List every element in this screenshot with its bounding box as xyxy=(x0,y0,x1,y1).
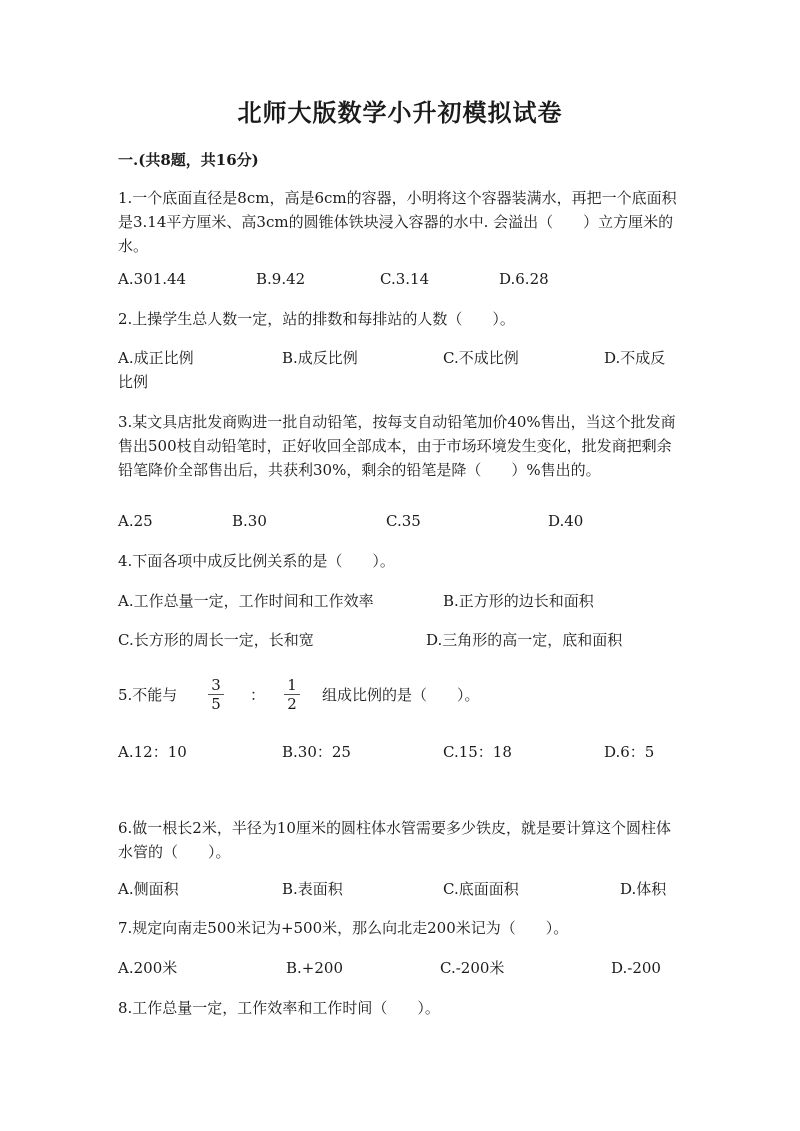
q4-option-c[interactable]: C.长方形的周长一定，长和宽 xyxy=(118,631,314,649)
q1-option-a[interactable]: A.301.44 xyxy=(118,270,187,288)
q7-option-d[interactable]: D.-200 xyxy=(611,959,661,977)
q1-option-d[interactable]: D.6.28 xyxy=(499,270,549,288)
fraction-denominator: 5 xyxy=(211,695,221,713)
q5-option-c[interactable]: C.15：18 xyxy=(443,743,512,761)
question-4-text: 4.下面各项中成反比例关系的是（ ）。 xyxy=(118,552,395,570)
q7-option-b[interactable]: B.+200 xyxy=(286,959,343,977)
q5-option-d[interactable]: D.6：5 xyxy=(604,743,655,761)
q6-option-c[interactable]: C.底面面积 xyxy=(443,880,519,898)
question-1-text: 1.一个底面直径是8cm，高是6cm的容器，小明将这个容器装满水，再把一个底面积是3.14平方厘米、高3cm的圆锥体铁块浸入容器的水中. 会溢出（ ）立方厘米的水。 xyxy=(118,189,677,255)
question-8-text: 8.工作总量一定，工作效率和工作时间（ ）。 xyxy=(118,999,440,1017)
q5-option-a[interactable]: A.12：10 xyxy=(118,743,187,761)
q6-option-b[interactable]: B.表面积 xyxy=(282,880,343,898)
section-heading: 一.(共8题，共16分) xyxy=(118,151,259,169)
q3-option-d[interactable]: D.40 xyxy=(548,512,584,530)
question-2-text: 2.上操学生总人数一定，站的排数和每排站的人数（ ）。 xyxy=(118,310,515,328)
question-7-text: 7.规定向南走500米记为+500米，那么向北走200米记为（ ）。 xyxy=(118,919,569,937)
q2-option-b[interactable]: B.成反比例 xyxy=(282,349,358,367)
q3-option-a[interactable]: A.25 xyxy=(118,512,153,530)
q5-option-b[interactable]: B.30：25 xyxy=(282,743,351,761)
fraction-one-half xyxy=(284,676,300,713)
q4-option-a[interactable]: A.工作总量一定，工作时间和工作效率 xyxy=(118,592,374,610)
q4-option-d[interactable]: D.三角形的高一定，底和面积 xyxy=(426,631,623,649)
q2-option-d[interactable]: D.不成反比例 xyxy=(118,349,666,391)
question-6-text: 6.做一根长2米，半径为10厘米的圆柱体水管需要多少铁皮，就是要计算这个圆柱体水管的（ ）。 xyxy=(118,819,671,861)
fraction-denominator: 2 xyxy=(287,695,297,713)
ratio-colon: ： xyxy=(250,686,266,704)
q3-option-b[interactable]: B.30 xyxy=(232,512,267,530)
q1-option-c[interactable]: C.3.14 xyxy=(380,270,430,288)
q4-option-b[interactable]: B.正方形的边长和面积 xyxy=(443,592,594,610)
q2-option-d-wrap xyxy=(118,346,678,394)
fraction-three-fifths xyxy=(208,676,224,713)
q7-option-a[interactable]: A.200米 xyxy=(118,959,178,977)
q2-option-a[interactable]: A.成正比例 xyxy=(118,349,194,367)
q2-option-c[interactable]: C.不成比例 xyxy=(443,349,519,367)
q7-option-c[interactable]: C.-200米 xyxy=(440,959,505,977)
question-5-text-after: 组成比例的是（ ）。 xyxy=(322,686,480,704)
question-5-text-before: 5.不能与 xyxy=(118,686,178,704)
page-title: 北师大版数学小升初模拟试卷 xyxy=(237,98,563,127)
q3-option-c[interactable]: C.35 xyxy=(386,512,421,530)
question-3-text: 3.某文具店批发商购进一批自动铅笔，按每支自动铅笔加价40%售出，当这个批发商售出500枝自动铅笔时，正好收回全部成本，由于市场环境发生变化，批发商把剩余铅笔降价全部售出后，共获利30%，剩余的铅笔是降（ ）%售出的。 xyxy=(118,413,676,479)
q6-option-d[interactable]: D.体积 xyxy=(620,880,667,898)
fraction-numerator: 3 xyxy=(208,676,224,695)
q1-option-b[interactable]: B.9.42 xyxy=(256,270,306,288)
q6-option-a[interactable]: A.侧面积 xyxy=(118,880,179,898)
fraction-numerator: 1 xyxy=(284,676,300,695)
